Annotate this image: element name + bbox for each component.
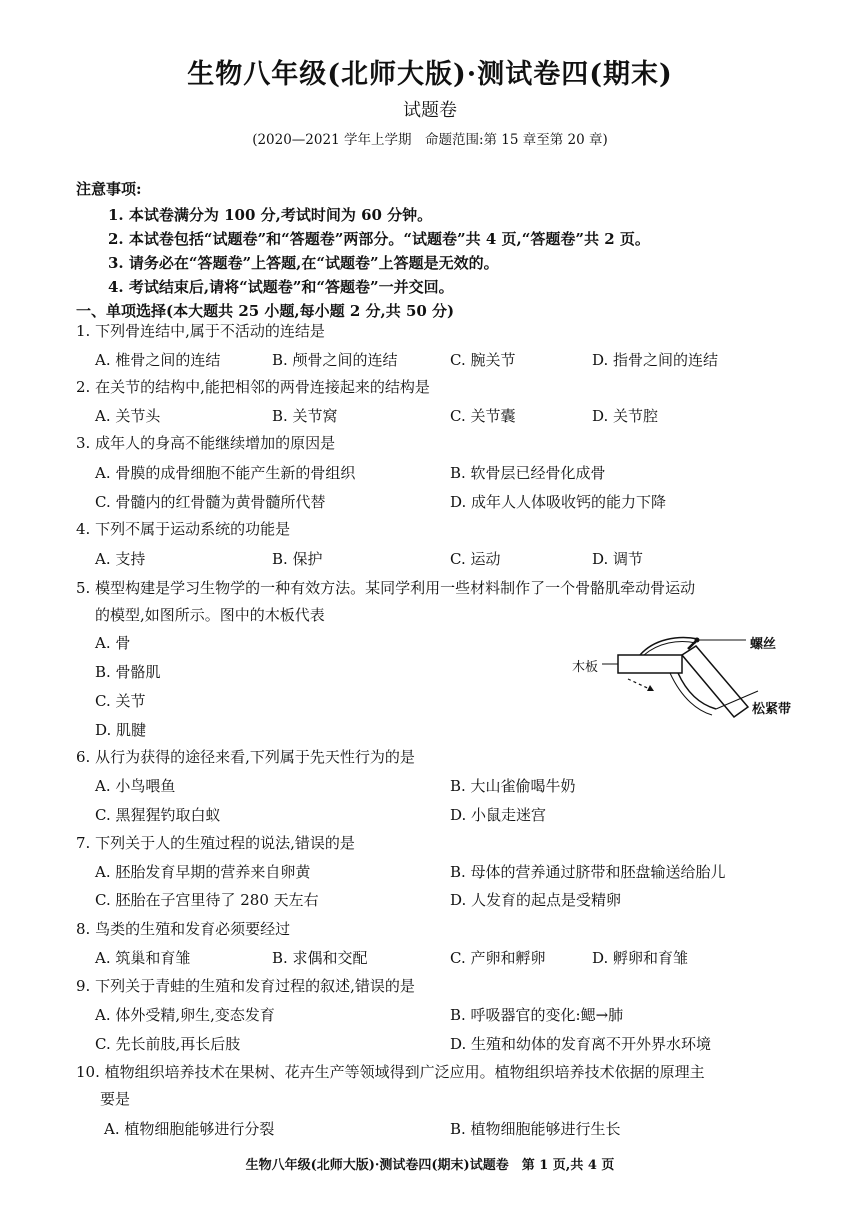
option: B. 呼吸器官的变化:鳃→肺 [450,1006,624,1024]
figure-label-elastic-band: 松紧带 [752,702,792,717]
notice-item: 3. 请务必在“答题卷”上答题,在“试题卷”上答题是无效的。 [108,254,499,272]
question-stem: 4. 下列不属于运动系统的功能是 [76,520,291,538]
question-stem: 8. 鸟类的生殖和发育必须要经过 [76,920,291,938]
option: C. 腕关节 [450,351,516,369]
option: B. 植物细胞能够进行生长 [450,1120,621,1138]
option: D. 生殖和幼体的发育离不开外界水环境 [450,1035,712,1053]
figure-label-board: 木板 [572,660,599,675]
option: B. 关节窝 [272,407,338,425]
page-footer: 生物八年级(北师大版)·测试卷四(期末)试题卷 第 1 页,共 4 页 [245,1158,615,1173]
page-subtitle: 试题卷 [403,100,457,121]
question-stem-continued: 的模型,如图所示。图中的木板代表 [95,606,325,624]
option: B. 软骨层已经骨化成骨 [450,464,606,482]
exam-meta: (2020—2021 学年上学期 命题范围:第 15 章至第 20 章) [252,132,608,148]
question-stem: 7. 下列关于人的生殖过程的说法,错误的是 [76,834,355,852]
notice-heading: 注意事项: [76,180,142,198]
page-title: 生物八年级(北师大版)·测试卷四(期末) [187,59,673,90]
option: A. 骨膜的成骨细胞不能产生新的骨组织 [95,464,356,482]
option: D. 关节腔 [592,407,659,425]
option: D. 孵卵和育雏 [592,949,689,967]
option: A. 关节头 [95,407,161,425]
option: C. 产卵和孵卵 [450,949,546,967]
option: C. 运动 [450,550,501,568]
section-heading: 一、单项选择(本大题共 25 小题,每小题 2 分,共 50 分) [76,302,455,320]
question-stem: 10. 植物组织培养技术在果树、花卉生产等领域得到广泛应用。植物组织培养技术依据的原理主 [76,1063,705,1081]
option: C. 黑猩猩钓取白蚁 [95,806,221,824]
option: C. 先长前肢,再长后肢 [95,1035,241,1053]
option: A. 骨 [95,634,131,652]
option: D. 肌腱 [95,721,147,739]
question-stem: 6. 从行为获得的途径来看,下列属于先天性行为的是 [76,748,415,766]
figure-label-screw: 螺丝 [750,637,777,652]
option: B. 骨骼肌 [95,663,161,681]
option: A. 支持 [95,550,146,568]
notice-item: 4. 考试结束后,请将“试题卷”和“答题卷”一并交回。 [108,278,454,296]
option: C. 骨髓内的红骨髓为黄骨髓所代替 [95,493,326,511]
question-stem: 9. 下列关于青蛙的生殖和发育过程的叙述,错误的是 [76,977,415,995]
option: A. 椎骨之间的连结 [95,351,221,369]
option: D. 调节 [592,550,644,568]
question-stem: 5. 模型构建是学习生物学的一种有效方法。某同学利用一些材料制作了一个骨骼肌牵动骨运动 [76,579,696,597]
option: B. 求偶和交配 [272,949,368,967]
option: D. 人发育的起点是受精卵 [450,891,622,909]
option: A. 筑巢和育雏 [95,949,191,967]
option: C. 关节 [95,692,146,710]
question-stem: 3. 成年人的身高不能继续增加的原因是 [76,434,336,452]
option: B. 保护 [272,550,323,568]
option: B. 母体的营养通过脐带和胚盘输送给胎儿 [450,863,726,881]
option: D. 成年人人体吸收钙的能力下降 [450,493,667,511]
question-stem: 1. 下列骨连结中,属于不活动的连结是 [76,322,325,340]
option: A. 植物细胞能够进行分裂 [104,1120,275,1138]
option: C. 胚胎在子宫里待了 280 天左右 [95,891,319,909]
option: D. 指骨之间的连结 [592,351,719,369]
notice-item: 2. 本试卷包括“试题卷”和“答题卷”两部分。“试题卷”共 4 页,“答题卷”共 2 页。 [108,230,650,248]
option: B. 颅骨之间的连结 [272,351,398,369]
notice-item: 1. 本试卷满分为 100 分,考试时间为 60 分钟。 [108,206,433,224]
question-stem: 2. 在关节的结构中,能把相邻的两骨连接起来的结构是 [76,378,430,396]
option: D. 小鼠走迷宫 [450,806,547,824]
option: A. 体外受精,卵生,变态发育 [95,1006,275,1024]
question-stem-continued: 要是 [100,1090,131,1108]
option: B. 大山雀偷喝牛奶 [450,777,576,795]
option: A. 小鸟喂鱼 [95,777,176,795]
option: A. 胚胎发育早期的营养来自卵黄 [95,863,311,881]
option: C. 关节囊 [450,407,516,425]
